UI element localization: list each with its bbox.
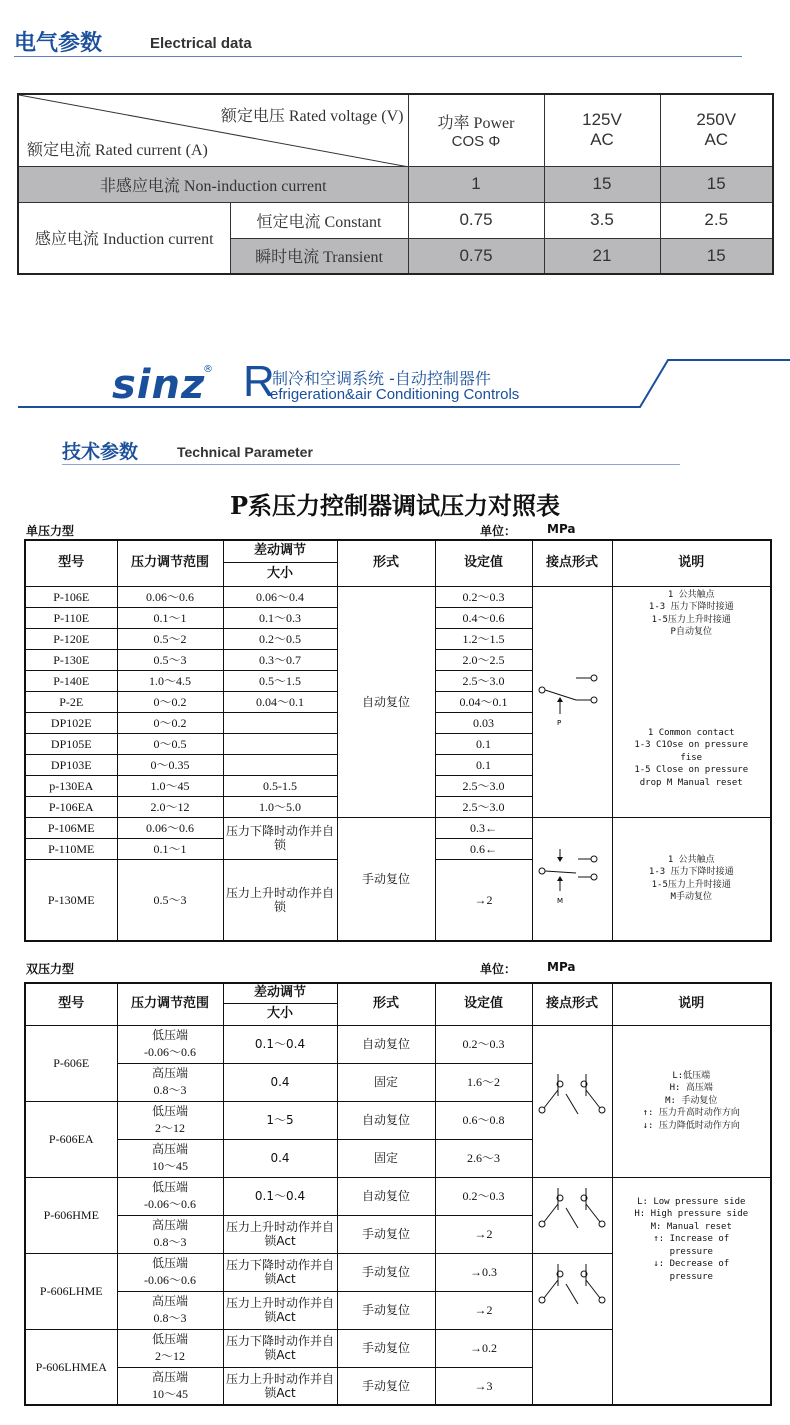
diff-cell (223, 754, 337, 775)
model-cell: P-2E (25, 691, 117, 712)
contact-diagram-icon (536, 1184, 608, 1244)
setting-cell: 2.0～2.5 (435, 649, 532, 670)
setting-cell: 2.6～3 (435, 1139, 532, 1177)
diff-cell: 0.1～0.4 (223, 1025, 337, 1063)
setting-cell: 0.1 (435, 754, 532, 775)
setting-cell: 2.5～3.0 (435, 775, 532, 796)
dual-col-form: 形式 (337, 983, 435, 1025)
diff-cell: 0.5-1.5 (223, 775, 337, 796)
range-value: 2～12 (154, 1121, 185, 1135)
setting-cell: 0.2～0.3 (435, 586, 532, 607)
diff-cell: 1～5 (223, 1101, 337, 1139)
contact-cell (532, 817, 612, 941)
desc-line: pressure (669, 1271, 713, 1282)
diff-cell: 0.4 (223, 1139, 337, 1177)
diff-cell: 0.4 (223, 1063, 337, 1101)
form-cell: 自动复位 (337, 1025, 435, 1063)
table-row (25, 586, 771, 607)
diff-cell (223, 733, 337, 754)
setting-cell: 0.03 (435, 712, 532, 733)
range-cell: 0.1～1 (117, 607, 223, 628)
technical-title-en: Technical Parameter (177, 444, 313, 460)
power-header: 功率 Power COS Φ (408, 94, 544, 166)
single-unit-label: 单位： (480, 524, 517, 538)
setting-cell: 0.04～0.1 (435, 691, 532, 712)
technical-rule (62, 464, 680, 465)
desc-cell (612, 1025, 771, 1177)
desc-line: ↑: 压力升高时动作方向 (642, 1108, 740, 1119)
desc-line: ↑: Increase of (653, 1234, 730, 1244)
diff-cell: 0.3～0.7 (223, 649, 337, 670)
side-label: 高压端 (151, 1142, 188, 1156)
slogan-en: efrigeration&air Conditioning Controls (270, 386, 520, 403)
setting-cell: 0.4～0.6 (435, 607, 532, 628)
svg-text:M: M (557, 897, 564, 906)
range-value: -0.06～0.6 (144, 1045, 196, 1059)
contact-cell (532, 1025, 612, 1177)
range-value: 0.8～3 (153, 1235, 187, 1249)
sinz-logo: sinz (112, 362, 206, 408)
model-cell: P-120E (25, 628, 117, 649)
form-cell: 手动复位 (337, 817, 435, 941)
form-cell: 手动复位 (337, 1329, 435, 1367)
rated-header-cell (18, 94, 408, 166)
desc-line: 1-3 压力下降时接通 (648, 602, 734, 612)
range-value: 0.8～3 (153, 1083, 187, 1097)
range-cell (117, 1101, 223, 1139)
contact-cell (532, 586, 612, 817)
side-label: 低压端 (151, 1332, 188, 1346)
desc-line: fise (680, 752, 703, 763)
banner-rule (0, 355, 790, 415)
electrical-title-en: Electrical data (150, 35, 252, 52)
electrical-rule (14, 56, 742, 57)
diff-cell: 1.0～5.0 (223, 796, 337, 817)
range-cell (117, 1367, 223, 1405)
range-value: -0.06～0.6 (144, 1273, 196, 1287)
setting-cell: 2.5～3.0 (435, 670, 532, 691)
dual-col-setting: 设定值 (435, 983, 532, 1025)
contact-diagram-icon (536, 670, 608, 730)
diff-cell: 0.06～0.4 (223, 586, 337, 607)
v125-header: 125V AC (544, 94, 660, 166)
range-cell: 0.5～3 (117, 859, 223, 941)
main-title: P系压力控制器调试压力对照表 (229, 491, 561, 520)
desc-cell (612, 586, 771, 817)
constant-250: 2.5 (660, 202, 773, 238)
model-cell: DP105E (25, 733, 117, 754)
range-cell: 0.06～0.6 (117, 817, 223, 838)
desc-line: 1-5压力上升时接通 (651, 614, 731, 625)
range-value: 10～45 (151, 1386, 188, 1401)
constant-125: 3.5 (544, 202, 660, 238)
range-cell: 2.0～12 (117, 796, 223, 817)
electrical-table (17, 93, 774, 275)
model-cell: P-106ME (25, 817, 117, 838)
setting-cell: →0.3 (435, 1253, 532, 1291)
contact-diagram-icon (536, 1070, 608, 1130)
col-form: 形式 (337, 540, 435, 586)
diff-cell: 0.5～1.5 (223, 670, 337, 691)
setting-cell: 0.6～0.8 (435, 1101, 532, 1139)
side-label: 高压端 (151, 1218, 188, 1232)
col-desc: 说明 (612, 540, 771, 586)
range-cell: 0～0.2 (117, 712, 223, 733)
diff-cell: 0.1～0.4 (223, 1177, 337, 1215)
table-row (25, 1025, 771, 1063)
single-pressure-table (24, 539, 772, 942)
setting-cell: 0.6← (435, 838, 532, 859)
diff-cell: 压力下降时动作并自锁 (223, 817, 337, 859)
range-cell: 0～0.2 (117, 691, 223, 712)
desc-line: 1 公共触点 (667, 589, 715, 600)
desc-line: L:低压端 (672, 1070, 711, 1081)
range-cell: 0.06～0.6 (117, 586, 223, 607)
contact-cell (532, 1177, 612, 1253)
desc-cell (612, 817, 771, 941)
diff-cell: 压力上升时动作并自锁Act (223, 1215, 337, 1253)
desc-line: ↓: 压力降低时动作方向 (642, 1120, 740, 1131)
form-cell: 自动复位 (337, 1177, 435, 1215)
desc-line: M手动复位 (670, 892, 712, 903)
setting-cell: 0.3← (435, 817, 532, 838)
table-row (25, 1177, 771, 1215)
registered-mark: ® (203, 364, 213, 375)
range-cell: 0.1～1 (117, 838, 223, 859)
range-cell: 1.0～4.5 (117, 670, 223, 691)
desc-en-block (615, 727, 769, 790)
setting-cell: →2 (435, 1215, 532, 1253)
contact-cell-empty (532, 1329, 612, 1405)
range-cell (117, 1329, 223, 1367)
range-cell (117, 1253, 223, 1291)
desc-line: H: High pressure side (634, 1209, 749, 1219)
form-cell: 自动复位 (337, 1101, 435, 1139)
transient-125: 21 (544, 238, 660, 274)
range-cell: 0.5～3 (117, 649, 223, 670)
slogan-r-letter: R (243, 357, 275, 406)
diff-cell (223, 712, 337, 733)
range-value: -0.06～0.6 (144, 1197, 196, 1211)
range-cell: 0.5～2 (117, 628, 223, 649)
range-cell: 0～0.35 (117, 754, 223, 775)
setting-cell: 2.5～3.0 (435, 796, 532, 817)
rated-voltage-label: 额定电压 Rated voltage (V) (220, 108, 404, 125)
diff-cell: 压力上升时动作并自锁Act (223, 1367, 337, 1405)
dual-col-range: 压力调节范围 (117, 983, 223, 1025)
dual-col-model: 型号 (25, 983, 117, 1025)
model-cell: P-110E (25, 607, 117, 628)
table-row (25, 817, 771, 838)
dual-col-diff-top: 差动调节 (223, 983, 337, 1003)
col-range: 压力调节范围 (117, 540, 223, 586)
col-setting: 设定值 (435, 540, 532, 586)
form-text: 自动复位 (361, 694, 410, 709)
setting-cell: 0.2～0.3 (435, 1025, 532, 1063)
dual-pressure-table (24, 982, 772, 1406)
form-cell (337, 586, 435, 817)
technical-title-zh: 技术参数 (62, 441, 139, 463)
col-diff-top: 差动调节 (223, 540, 337, 562)
range-cell (117, 1291, 223, 1329)
v250-header: 250V AC (660, 94, 773, 166)
dual-unit: MPa (547, 960, 576, 974)
setting-cell: 1.6～2 (435, 1063, 532, 1101)
range-cell: 1.0～45 (117, 775, 223, 796)
rated-current-label: 额定电流 Rated current (A) (27, 142, 208, 159)
dual-type-label: 双压力型 (26, 962, 75, 976)
diff-cell: 压力上升时动作并自锁 (223, 859, 337, 941)
contact-diagram-icon (536, 1260, 608, 1320)
side-label: 高压端 (151, 1294, 188, 1308)
model-cell: P-140E (25, 670, 117, 691)
contact-cell (532, 1253, 612, 1329)
desc-line: 1-5 Close on pressure (634, 765, 749, 775)
model-cell: DP103E (25, 754, 117, 775)
slogan-zh: 制冷和空调系统 -自动控制器件 (272, 369, 491, 388)
model-cell: P-106EA (25, 796, 117, 817)
side-label: 高压端 (151, 1066, 188, 1080)
constant-power: 0.75 (408, 202, 544, 238)
contact-diagram-icon (536, 847, 608, 907)
range-value: 10～45 (151, 1159, 188, 1173)
desc-line: P自动复位 (670, 627, 712, 637)
form-cell: 手动复位 (337, 1367, 435, 1405)
setting-cell: 1.2～1.5 (435, 628, 532, 649)
side-label: 高压端 (151, 1369, 188, 1384)
diff-cell: 压力下降时动作并自锁Act (223, 1253, 337, 1291)
setting-cell: 0.2～0.3 (435, 1177, 532, 1215)
col-model: 型号 (25, 540, 117, 586)
model-cell: p-130EA (25, 775, 117, 796)
range-value: 2～12 (154, 1349, 185, 1363)
induction-label: 感应电流 Induction current (18, 202, 230, 274)
form-cell: 手动复位 (337, 1215, 435, 1253)
desc-line: L: Low pressure side (637, 1196, 746, 1207)
model-cell: P-110ME (25, 838, 117, 859)
constant-label: 恒定电流 Constant (230, 202, 408, 238)
side-label: 低压端 (151, 1256, 188, 1270)
range-cell (117, 1177, 223, 1215)
form-cell: 固定 (337, 1139, 435, 1177)
non-induction-250: 15 (660, 166, 773, 202)
desc-cell (612, 1177, 771, 1405)
desc-line: pressure (669, 1246, 713, 1257)
side-label: 低压端 (151, 1180, 188, 1194)
desc-zh-block (615, 589, 769, 639)
setting-cell: 0.1 (435, 733, 532, 754)
electrical-title-zh: 电气参数 (14, 31, 103, 56)
range-cell (117, 1063, 223, 1101)
single-type-label: 单压力型 (26, 524, 75, 538)
transient-power: 0.75 (408, 238, 544, 274)
setting-cell: →0.2 (435, 1329, 532, 1367)
model-cell: P-606LHMEA (25, 1329, 117, 1405)
diff-cell: 0.04～0.1 (223, 691, 337, 712)
side-label: 低压端 (151, 1104, 188, 1118)
non-induction-125: 15 (544, 166, 660, 202)
model-cell: P-606LHME (25, 1253, 117, 1329)
desc-line: 1 公共触点 (667, 854, 715, 865)
non-induction-label: 非感应电流 Non-induction current (18, 166, 408, 202)
model-cell: P-130ME (25, 859, 117, 941)
svg-text:P: P (557, 719, 562, 727)
range-cell (117, 1139, 223, 1177)
desc-line: ↓: Decrease of (653, 1259, 730, 1269)
setting-cell: →3 (435, 1367, 532, 1405)
desc-line: H: 高压端 (669, 1083, 713, 1094)
range-value: 0.8～3 (153, 1311, 187, 1325)
col-diff-bottom: 大小 (223, 562, 337, 586)
form-cell: 手动复位 (337, 1253, 435, 1291)
form-cell: 固定 (337, 1063, 435, 1101)
non-induction-power: 1 (408, 166, 544, 202)
desc-line: 1 Common contact (647, 727, 735, 738)
diff-cell: 0.2～0.5 (223, 628, 337, 649)
dual-col-contact: 接点形式 (532, 983, 612, 1025)
diff-cell: 0.1～0.3 (223, 607, 337, 628)
range-cell: 0～0.5 (117, 733, 223, 754)
form-cell: 手动复位 (337, 1291, 435, 1329)
dual-col-diff-bottom: 大小 (223, 1003, 337, 1025)
model-cell: P-606EA (25, 1101, 117, 1177)
setting-cell: →2 (435, 859, 532, 941)
model-cell: P-106E (25, 586, 117, 607)
col-contact: 接点形式 (532, 540, 612, 586)
setting-cell: →2 (435, 1291, 532, 1329)
diff-cell: 压力下降时动作并自锁Act (223, 1329, 337, 1367)
dual-unit-label: 单位： (480, 962, 517, 976)
desc-line: drop M Manual reset (639, 777, 743, 788)
desc-line: M: 手动复位 (665, 1095, 718, 1106)
transient-label: 瞬时电流 Transient (230, 238, 408, 274)
model-cell: P-606E (25, 1025, 117, 1101)
desc-line: M: Manual reset (650, 1221, 732, 1232)
model-cell: P-606HME (25, 1177, 117, 1253)
side-label: 低压端 (151, 1028, 188, 1042)
model-cell: DP102E (25, 712, 117, 733)
range-cell (117, 1215, 223, 1253)
desc-line: 1-5压力上升时接通 (651, 879, 731, 890)
transient-250: 15 (660, 238, 773, 274)
diff-cell: 压力上升时动作并自锁Act (223, 1291, 337, 1329)
range-cell (117, 1025, 223, 1063)
desc-line: 1-3 压力下降时接通 (648, 867, 734, 878)
single-unit: MPa (547, 522, 576, 536)
dual-col-desc: 说明 (612, 983, 771, 1025)
model-cell: P-130E (25, 649, 117, 670)
desc-line: 1-3 C1Ose on pressure (634, 740, 749, 750)
